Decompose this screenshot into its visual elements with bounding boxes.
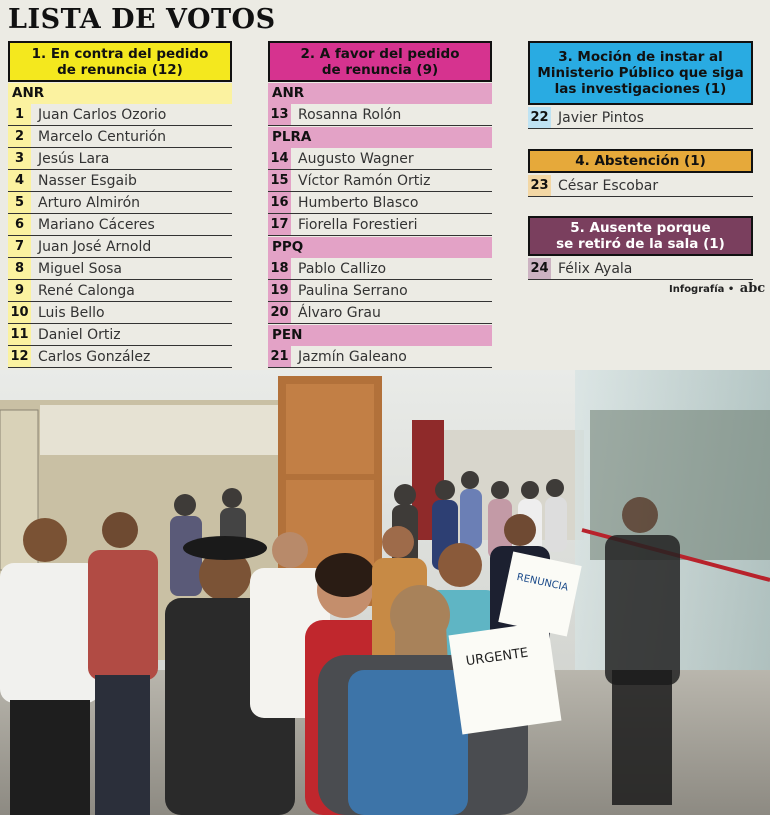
vote-number: 2	[8, 126, 31, 147]
heading-line: 4. Abstención (1)	[575, 153, 706, 169]
list-item	[268, 214, 492, 236]
vote-number: 13	[268, 104, 291, 125]
list-item	[8, 148, 232, 170]
list-item	[268, 302, 492, 324]
legislator-name: Juan Carlos Ozorio	[38, 106, 167, 123]
vote-number: 9	[8, 280, 31, 301]
list-item	[8, 258, 232, 280]
protest-sign-text: RENUNCIA	[515, 571, 570, 594]
group-abstencion	[528, 149, 753, 197]
list-item	[8, 214, 232, 236]
protest-sign-text: URGENTE	[464, 645, 530, 670]
legislator-name: Arturo Almirón	[38, 194, 141, 211]
vote-number: 19	[268, 280, 291, 301]
vote-number: 16	[268, 192, 291, 213]
legislator-name: Juan José Arnold	[38, 238, 152, 255]
list-item	[8, 236, 232, 258]
group-heading-ausente	[528, 216, 753, 256]
list-item	[8, 192, 232, 214]
group-heading-mocion	[528, 41, 753, 105]
vote-number: 3	[8, 148, 31, 169]
credit-label: Infografía •	[669, 284, 735, 295]
group-ausente	[528, 216, 753, 280]
vote-number: 10	[8, 302, 31, 323]
list-item	[8, 324, 232, 346]
legislator-name: Pablo Callizo	[298, 260, 387, 277]
legislator-name: Humberto Blasco	[298, 194, 419, 211]
heading-line: de renuncia (9)	[321, 61, 439, 78]
list-item	[8, 280, 232, 302]
vote-number: 22	[528, 107, 551, 128]
group-mocion	[528, 41, 753, 129]
vote-number: 14	[268, 148, 291, 169]
photo-illustration	[0, 370, 770, 815]
legislator-name: Daniel Ortiz	[38, 326, 121, 343]
party-label: PEN	[268, 325, 492, 346]
vote-number: 17	[268, 214, 291, 235]
heading-line: las investigaciones (1)	[554, 81, 727, 97]
list-item	[268, 104, 492, 126]
list-item	[268, 280, 492, 302]
legislator-name: Víctor Ramón Ortiz	[298, 172, 431, 189]
legislator-name: Luis Bello	[38, 304, 105, 321]
legislator-name: Paulina Serrano	[298, 282, 408, 299]
heading-line: 2. A favor del pedido	[300, 45, 460, 62]
legislator-name: Rosanna Rolón	[298, 106, 402, 123]
vote-number: 18	[268, 258, 291, 279]
hallway-photo	[0, 370, 770, 815]
list-item	[8, 170, 232, 192]
list-item	[268, 258, 492, 280]
heading-line: 1. En contra del pedido	[31, 45, 209, 62]
heading-line: Ministerio Público que siga	[537, 65, 744, 81]
group-heading-abstencion	[528, 149, 753, 173]
legislator-name: Nasser Esgaib	[38, 172, 137, 189]
page-title: LISTA DE VOTOS	[8, 4, 276, 35]
list-item	[8, 126, 232, 148]
heading-line: de renuncia (12)	[57, 61, 183, 78]
legislator-name: Mariano Cáceres	[38, 216, 155, 233]
legislator-name: Jesús Lara	[38, 150, 110, 167]
vote-number: 11	[8, 324, 31, 345]
vote-number: 15	[268, 170, 291, 191]
vote-number: 1	[8, 104, 31, 125]
vote-number: 4	[8, 170, 31, 191]
party-label: ANR	[8, 83, 232, 104]
legislator-name: Jazmín Galeano	[298, 348, 407, 365]
abc-logo: abc	[739, 281, 766, 296]
legislator-name: René Calonga	[38, 282, 135, 299]
heading-line: se retiró de la sala (1)	[556, 236, 725, 252]
legislator-name: Javier Pintos	[558, 109, 644, 126]
party-label: ANR	[268, 83, 492, 104]
list-item	[268, 192, 492, 214]
list-item	[8, 104, 232, 126]
heading-line: 5. Ausente porque	[570, 220, 711, 236]
legislator-name: Fiorella Forestieri	[298, 216, 418, 233]
legislator-name: Carlos González	[38, 348, 151, 365]
credit-line	[669, 281, 765, 296]
vote-number: 20	[268, 302, 291, 323]
list-item	[268, 346, 492, 368]
heading-line: 3. Moción de instar al	[558, 49, 723, 65]
legislator-name: Miguel Sosa	[38, 260, 123, 277]
vote-number: 5	[8, 192, 31, 213]
party-label: PLRA	[268, 127, 492, 148]
legislator-name: Marcelo Centurión	[38, 128, 167, 145]
group-heading-en-contra	[8, 41, 232, 82]
list-item	[268, 170, 492, 192]
legislator-name: Álvaro Grau	[298, 304, 381, 321]
list-item	[8, 346, 232, 368]
vote-number: 24	[528, 258, 551, 279]
legislator-name: Félix Ayala	[558, 260, 633, 277]
group-a-favor	[268, 41, 492, 368]
vote-number: 8	[8, 258, 31, 279]
vote-number: 7	[8, 236, 31, 257]
vote-number: 12	[8, 346, 31, 367]
party-label: PPQ	[268, 237, 492, 258]
group-heading-a-favor	[268, 41, 492, 82]
legislator-name: Augusto Wagner	[298, 150, 414, 167]
legislator-name: César Escobar	[558, 177, 659, 194]
list-item	[8, 302, 232, 324]
list-item	[528, 258, 753, 280]
vote-number: 21	[268, 346, 291, 367]
group-en-contra	[8, 41, 232, 368]
vote-number: 6	[8, 214, 31, 235]
list-item	[528, 175, 753, 197]
list-item	[528, 107, 753, 129]
list-item	[268, 148, 492, 170]
vote-number: 23	[528, 175, 551, 196]
